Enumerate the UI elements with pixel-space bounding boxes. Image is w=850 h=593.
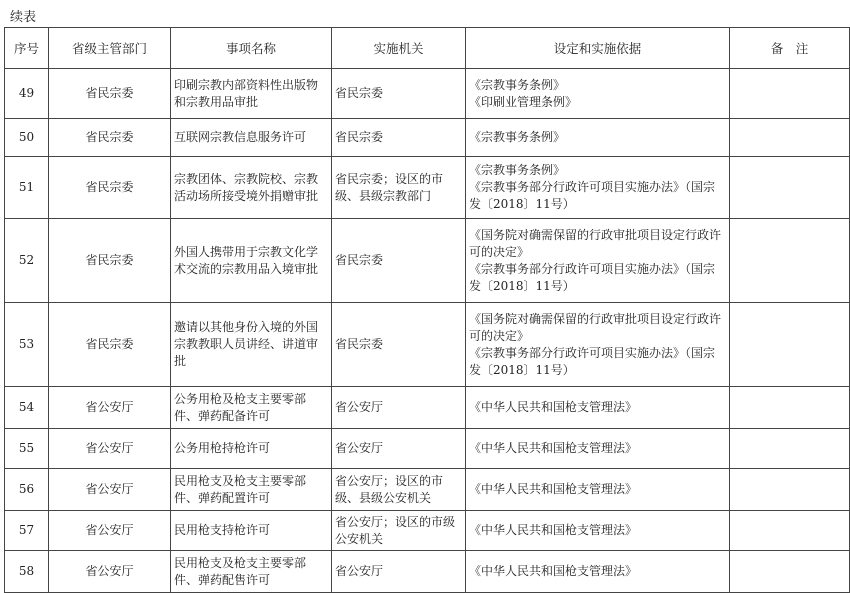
row-org: 省民宗委 bbox=[332, 69, 466, 119]
table-row bbox=[5, 119, 850, 157]
table-row bbox=[5, 157, 850, 219]
row-basis: 《中华人民共和国枪支管理法》 bbox=[466, 387, 730, 429]
header-note: 备 注 bbox=[730, 28, 850, 69]
row-number: 58 bbox=[5, 551, 49, 593]
row-note bbox=[730, 551, 850, 593]
row-item-name: 外国人携带用于宗教文化学术交流的宗教用品入境审批 bbox=[171, 219, 332, 303]
row-number: 56 bbox=[5, 469, 49, 511]
table-row bbox=[5, 511, 850, 551]
row-dept: 省民宗委 bbox=[49, 119, 171, 157]
row-number: 55 bbox=[5, 429, 49, 469]
row-basis: 《中华人民共和国枪支管理法》 bbox=[466, 469, 730, 511]
row-note bbox=[730, 429, 850, 469]
header-dept: 省级主管部门 bbox=[49, 28, 171, 69]
row-note bbox=[730, 157, 850, 219]
header-name: 事项名称 bbox=[171, 28, 332, 69]
row-item-name: 公务用枪及枪支主要零部件、弹药配备许可 bbox=[171, 387, 332, 429]
header-row bbox=[5, 28, 850, 69]
row-org: 省公安厅；设区的市级、县级公安机关 bbox=[332, 469, 466, 511]
row-basis: 《宗教事务条例》 bbox=[466, 119, 730, 157]
row-basis: 《宗教事务条例》 《印刷业管理条例》 bbox=[466, 69, 730, 119]
row-item-name: 邀请以其他身份入境的外国宗教教职人员讲经、讲道审批 bbox=[171, 303, 332, 387]
row-note bbox=[730, 387, 850, 429]
row-number: 57 bbox=[5, 511, 49, 551]
row-note bbox=[730, 303, 850, 387]
table-row bbox=[5, 469, 850, 511]
row-item-name: 印刷宗教内部资料性出版物和宗教用品审批 bbox=[171, 69, 332, 119]
permit-table bbox=[4, 27, 850, 593]
row-number: 50 bbox=[5, 119, 49, 157]
row-dept: 省民宗委 bbox=[49, 69, 171, 119]
header-basis: 设定和实施依据 bbox=[466, 28, 730, 69]
row-number: 54 bbox=[5, 387, 49, 429]
row-item-name: 互联网宗教信息服务许可 bbox=[171, 119, 332, 157]
row-dept: 省公安厅 bbox=[49, 511, 171, 551]
row-org: 省公安厅；设区的市级公安机关 bbox=[332, 511, 466, 551]
table-row bbox=[5, 69, 850, 119]
row-org: 省民宗委 bbox=[332, 219, 466, 303]
table-caption: 续表 bbox=[10, 10, 37, 25]
row-basis: 《国务院对确需保留的行政审批项目设定行政许可的决定》 《宗教事务部分行政许可项目实施办法》（国宗发〔2018〕11号） bbox=[466, 219, 730, 303]
row-dept: 省公安厅 bbox=[49, 551, 171, 593]
table-row bbox=[5, 551, 850, 593]
row-org: 省民宗委；设区的市级、县级宗教部门 bbox=[332, 157, 466, 219]
row-org: 省民宗委 bbox=[332, 303, 466, 387]
table-row bbox=[5, 429, 850, 469]
row-basis: 《国务院对确需保留的行政审批项目设定行政许可的决定》 《宗教事务部分行政许可项目实施办法》（国宗发〔2018〕11号） bbox=[466, 303, 730, 387]
row-note bbox=[730, 469, 850, 511]
table-row bbox=[5, 303, 850, 387]
row-basis: 《中华人民共和国枪支管理法》 bbox=[466, 429, 730, 469]
row-org: 省公安厅 bbox=[332, 387, 466, 429]
header-no: 序号 bbox=[5, 28, 49, 69]
row-dept: 省公安厅 bbox=[49, 429, 171, 469]
row-item-name: 民用枪支持枪许可 bbox=[171, 511, 332, 551]
row-item-name: 宗教团体、宗教院校、宗教活动场所接受境外捐赠审批 bbox=[171, 157, 332, 219]
row-dept: 省公安厅 bbox=[49, 387, 171, 429]
row-number: 51 bbox=[5, 157, 49, 219]
row-number: 53 bbox=[5, 303, 49, 387]
row-dept: 省公安厅 bbox=[49, 469, 171, 511]
row-item-name: 民用枪支及枪支主要零部件、弹药配售许可 bbox=[171, 551, 332, 593]
row-org: 省公安厅 bbox=[332, 551, 466, 593]
row-number: 49 bbox=[5, 69, 49, 119]
row-basis: 《宗教事务条例》 《宗教事务部分行政许可项目实施办法》（国宗发〔2018〕11号） bbox=[466, 157, 730, 219]
row-note bbox=[730, 119, 850, 157]
row-basis: 《中华人民共和国枪支管理法》 bbox=[466, 551, 730, 593]
row-note bbox=[730, 511, 850, 551]
row-org: 省民宗委 bbox=[332, 119, 466, 157]
row-item-name: 公务用枪持枪许可 bbox=[171, 429, 332, 469]
table-row bbox=[5, 219, 850, 303]
row-item-name: 民用枪支及枪支主要零部件、弹药配置许可 bbox=[171, 469, 332, 511]
row-note bbox=[730, 69, 850, 119]
row-basis: 《中华人民共和国枪支管理法》 bbox=[466, 511, 730, 551]
row-dept: 省民宗委 bbox=[49, 219, 171, 303]
header-org: 实施机关 bbox=[332, 28, 466, 69]
row-dept: 省民宗委 bbox=[49, 303, 171, 387]
row-org: 省公安厅 bbox=[332, 429, 466, 469]
table-row bbox=[5, 387, 850, 429]
row-number: 52 bbox=[5, 219, 49, 303]
row-note bbox=[730, 219, 850, 303]
row-dept: 省民宗委 bbox=[49, 157, 171, 219]
